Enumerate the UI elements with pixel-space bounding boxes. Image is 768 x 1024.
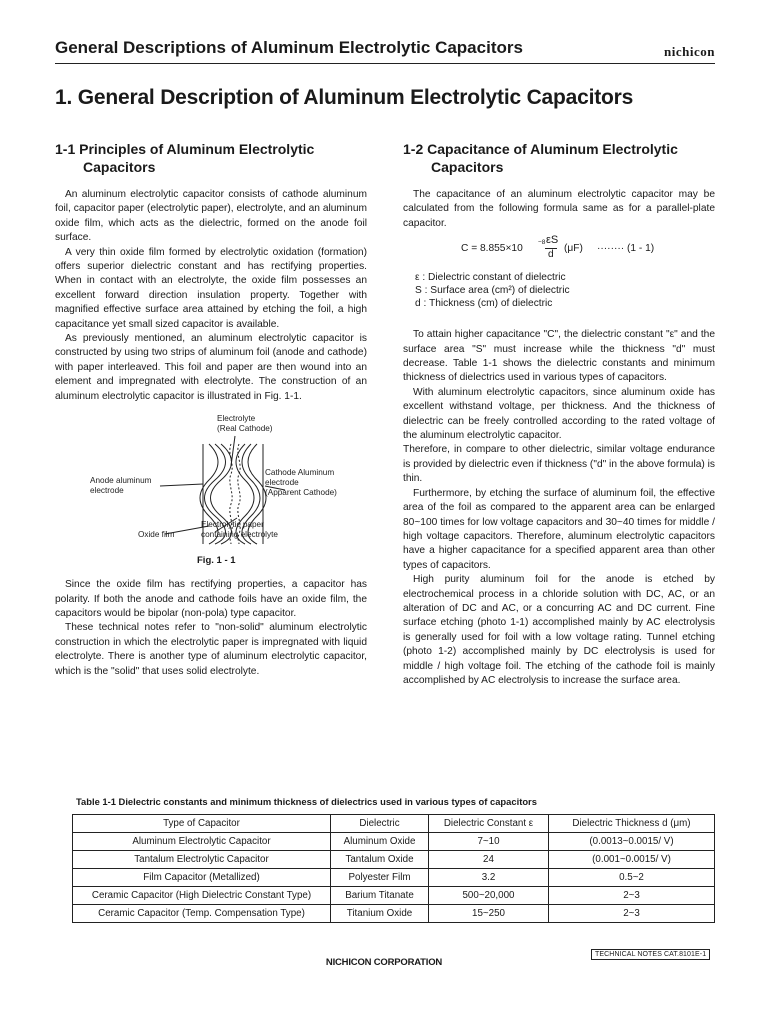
table-cell: Barium Titanate <box>331 887 429 905</box>
table-cell: (0.0013~0.0015/ V) <box>549 833 715 851</box>
label-electrolyte: Electrolyte <box>217 414 256 424</box>
paragraph: An aluminum electrolytic capacitor consists of cathode aluminum foil, capacitor paper (electrolytic paper), electrolyte, and an aluminum oxide film, which acts as the dielectric, formed on the anode foil surface. <box>55 189 367 244</box>
table-cell: 0.5~2 <box>549 869 715 887</box>
table-cell: (0.001~0.0015/ V) <box>549 851 715 869</box>
definition-item: S : Surface area (cm²) of dielectric <box>415 285 570 297</box>
label-paper: Electrolytic paper <box>201 520 264 530</box>
label-cathode-sub: electrode <box>265 478 299 488</box>
header-title: General Descriptions of Aluminum Electrolytic Capacitors <box>55 38 523 57</box>
table-cell: 15~250 <box>429 905 549 923</box>
table-cell: Aluminum Electrolytic Capacitor <box>73 833 331 851</box>
column-header: Type of Capacitor <box>73 815 331 833</box>
catalog-number-box: TECHNICAL NOTES CAT.8101E-1 <box>591 949 710 960</box>
paragraph: High purity aluminum foil for the anode is etched by electrochemical process in a chloride solution with DC, AC, or an alteration of DC and AC, or a concurring AC and DC current. Fine surface etching (photo 1-1) accomplished mainly by AC electrolysis is generally used for foil with a low voltage rating. Tunnel etching (photo 1-2) accomplished mainly by DC electrolysis is used for middle / high voltage foil. The etching of the cathode foil is mainly accomplished by AC electrolysis to increase the surface area. <box>403 574 715 686</box>
table-cell: Ceramic Capacitor (Temp. Compensation Type) <box>73 905 331 923</box>
column-header: Dielectric <box>331 815 429 833</box>
table-cell: Tantalum Electrolytic Capacitor <box>73 851 331 869</box>
label-anode-sub: electrode <box>90 486 124 496</box>
brand-logo: nichicon <box>664 44 715 59</box>
right-column <box>403 140 715 688</box>
table-cell: 500~20,000 <box>429 887 549 905</box>
paragraph: Since the oxide film has rectifying properties, a capacitor has polarity. If both the anode and cathode foils have an oxide film, the capacitors would be bipolar (non-pola) type capacitor. <box>55 579 367 619</box>
paragraph: To attain higher capacitance "C", the dielectric constant "ε" and the surface area "S" must increase while the thickness "d" must decrease. Table 1-1 shows the dielectric constants and minimum thickness of dielectrics used in various types of capacitors. <box>403 329 715 384</box>
table-cell: 7~10 <box>429 833 549 851</box>
formula-reference: ········ (1 - 1) <box>597 243 655 255</box>
dielectric-table <box>72 814 715 923</box>
footer-company: NICHICON CORPORATION <box>325 957 443 968</box>
table-cell: Film Capacitor (Metallized) <box>73 869 331 887</box>
table-cell: 2~3 <box>549 905 715 923</box>
label-anode: Anode aluminum <box>90 476 152 486</box>
paragraph: A very thin oxide film formed by electrolytic oxidation (formation) offers superior dielectric constant and has rectifying properties. When in contact with an electrolyte, the oxide film possesses an excellent forward direction insulation property. Together with magnified effective surface area attained by etching the foil, a high capacitance yet small sized capacitor is available. <box>55 246 367 330</box>
formula-denominator: d <box>548 249 554 261</box>
paragraph: As previously mentioned, an aluminum electrolytic capacitor is constructed by using two strips of aluminum foil (anode and cathode) with paper interleaved. This foil and paper are then wound into an element and impregnated with electrolyte. The construction of an aluminum electrolytic capacitor is illustrated in Fig. 1-1. <box>55 333 367 402</box>
table-cell: Titanium Oxide <box>331 905 429 923</box>
formula-definitions <box>415 271 715 310</box>
paragraph: Furthermore, by etching the surface of aluminum foil, the effective area of the foil as compared to the apparent area can be enlarged 80~100 times for low voltage capacitors and 30~40 times for middle / high voltage capacitors. Therefore, aluminum electrolytic capacitors have a higher capacitance for a specified apparent area than other types of capacitors. <box>403 487 715 571</box>
definition-item: ε : Dielectric constant of dielectric <box>415 272 566 284</box>
table-row <box>73 869 715 887</box>
figure-caption: Fig. 1 - 1 <box>197 555 236 567</box>
label-cathode: Cathode Aluminum <box>265 468 335 478</box>
paragraph: With aluminum electrolytic capacitors, since aluminum oxide has excellent withstand voltage, per thickness. And the thickness of dielectric can be freely controlled according to the rated voltage of the aluminum electrolytic capacitor. <box>403 386 715 442</box>
formula-exponent: −8 <box>538 239 546 247</box>
table-cell: 3.2 <box>429 869 549 887</box>
left-column <box>55 140 367 679</box>
paragraph: The capacitance of an aluminum electrolytic capacitor may be calculated from the following formula same as for a parallel-plate capacitor. <box>403 189 715 229</box>
table-cell: 24 <box>429 851 549 869</box>
capacitance-formula <box>403 231 715 265</box>
table-header-row <box>73 815 715 833</box>
table-title: Table 1-1 Dielectric constants and minimum thickness of dielectrics used in various types of capacitors <box>76 796 537 807</box>
table-row <box>73 851 715 869</box>
paragraph: Therefore, in compare to other dielectric, similar voltage endurance is provided by dielectric even if thickness ("d" in the above formula) is thin. <box>403 444 715 485</box>
table-cell: 2~3 <box>549 887 715 905</box>
table-row <box>73 887 715 905</box>
label-oxide-film: Oxide film <box>138 530 175 540</box>
table-cell: Polyester Film <box>331 869 429 887</box>
table-cell: Tantalum Oxide <box>331 851 429 869</box>
table-row <box>73 833 715 851</box>
paragraph: These technical notes refer to "non-solid" aluminum electrolytic construction in which the electrolytic paper is impregnated with liquid electrolyte. There is another type of aluminum electrolytic capacitor, which is the "solid" that uses solid electrolyte. <box>55 622 367 677</box>
definition-item: d : Thickness (cm) of dielectric <box>415 298 553 310</box>
formula-numerator: εS <box>546 234 559 247</box>
table-row <box>73 905 715 923</box>
figure-capacitor-construction <box>55 414 367 574</box>
table-cell: Ceramic Capacitor (High Dielectric Constant Type) <box>73 887 331 905</box>
column-header: Dielectric Constant ε <box>429 815 549 833</box>
header-divider <box>55 63 715 64</box>
formula-lhs: C = 8.855×10 <box>461 243 523 255</box>
label-electrolyte-sub: (Real Cathode) <box>217 424 273 434</box>
label-cathode-sub2: (Apparent Cathode) <box>265 488 337 498</box>
table-cell: Aluminum Oxide <box>331 833 429 851</box>
page-title: 1. General Description of Aluminum Electrolytic Capacitors <box>55 86 634 109</box>
page-header <box>55 38 715 66</box>
formula-unit: (μF) <box>564 243 583 255</box>
label-paper-sub: containing electrolyte <box>201 530 278 540</box>
column-header: Dielectric Thickness d (μm) <box>549 815 715 833</box>
section-title-capacitance: 1-2 Capacitance of Aluminum Electrolytic Capacitors <box>403 141 678 175</box>
section-title-principles: 1-1 Principles of Aluminum Electrolytic Capacitors <box>55 141 315 175</box>
